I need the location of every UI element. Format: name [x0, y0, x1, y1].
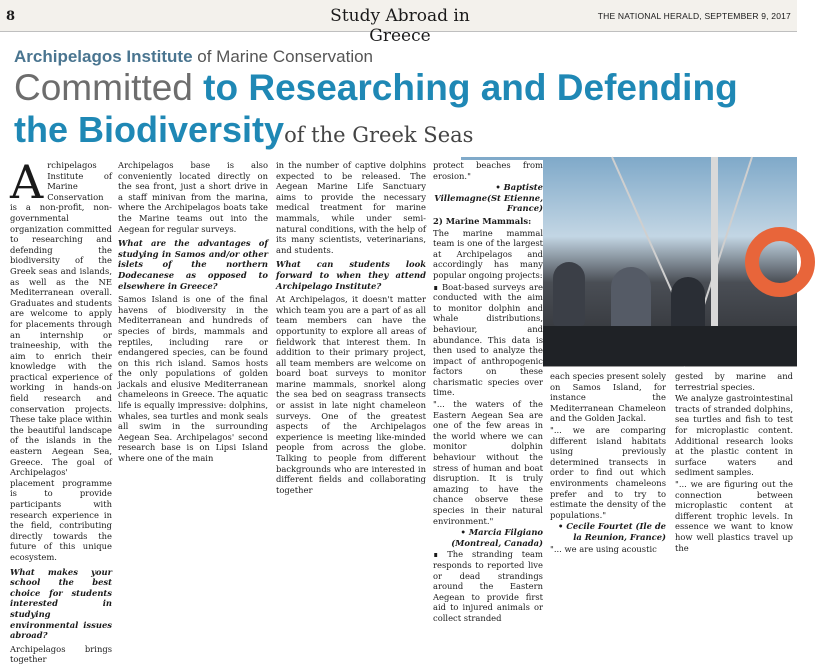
paragraph: Archipelagos brings together — [10, 643, 112, 665]
quote-attribution: • Marcia Filgiano (Montreal, Canada) — [451, 527, 543, 548]
paragraph: Samos Island is one of the final havens of biodiversity in the Mediterranean and hundreds of species of birds, mammals and reptiles, including rare or endangered species, can be found on this rich island. Samos hosts the only populations of golden jackals and elusive Mediterranean chameleons in Greece. The aquatic life is equally impressive: dolphins, whales, sea turtles and monk seals all swim in the surrounding Aegean Sea. Archipelagos' second research base is on Lipsi Island where one of the main — [118, 294, 268, 464]
interview-question: What can students look forward to when they attend Archipelago Institute? — [276, 259, 426, 291]
paragraph: ∎ The stranding team responds to reported live or dead strandings around the Eastern Aegean to provide first aid to injured animals or collect stranded — [433, 549, 543, 623]
life-buoy-icon — [745, 227, 815, 297]
headline-part-greek-seas: of the Greek Seas — [284, 123, 474, 147]
paragraph: ∎ Boat-based surveys are conducted with the aim to monitor dolphin and whale distributions, behaviour, and abundance. This data is then used to analyze the impact of anthropogenic factors on these charismatic species over time. — [433, 281, 543, 398]
paragraph: in the number of captive dolphins expected to be released. The Aegean Marine Life Sanctuary aims to provide the necessary medical treatment for marine mammals, while under semi-natural conditions, with the help of its many scientists, veterinarians, and students. — [276, 160, 426, 255]
crew-member — [553, 262, 585, 326]
quote-attribution: • Cecile Fourtet (Ile de la Reunion, France) — [557, 521, 666, 542]
paragraph: gested by marine and terrestrial species. — [675, 371, 793, 392]
paragraph: protect beaches from erosion." — [433, 160, 543, 181]
paragraph: rchipelagos Institute of Marine Conservation is a non-profit, non-governmental organization committed to researching and defending the biodiversity of the Greek seas and islands, as well as the NE Mediterranean overall. Graduates and students are welcome to apply for placements through an internship or traineeship, with the aim to enrich their knowledge with the practical experience of working in hands-on field research and conservation projects. These take place within the beautiful landscape of the islands in the eastern Aegean Sea, Greece. The goal of Archipelagos' placement programme is to provide participants with research experience in the field, contributing directly towards the future of this unique ecosystem. — [10, 160, 112, 562]
paragraph: At Archipelagos, it doesn't matter which team you are a part of as all team members can have the opportunity to explore all areas of fieldwork that interest them. In addition to their primary project, all team members are welcome on board boat surveys to monitor marine mammals, snorkel along the sea bed on seagrass transects or assist in late night chameleon surveys. One of the greatest aspects of the Archipelagos experience is meeting like-minded people from across the globe. Talking to people from different backgrounds who are interested in different fields and collaborating together — [276, 294, 426, 495]
page-header — [0, 0, 797, 46]
article-column-1 — [10, 155, 112, 665]
paragraph: "... we are figuring out the connection between microplastic content at different trophic levels. In essence we want to know how well plastics travel up the — [675, 478, 793, 553]
interview-question: What are the advantages of studying in Samos and/or other islets of the northern Dodecanese as opposed to elsewhere in Greece? — [118, 238, 268, 291]
interview-question: What makes your school the best choice for students interested in studying environmental issues abroad? — [10, 566, 112, 641]
page-number: 8 — [6, 9, 16, 24]
drop-cap: A — [10, 155, 44, 209]
paragraph: Archipelagos base is also conveniently located directly on the sea front, just a short drive in a staff minivan from the marina, where the Archipelagos boats take the Marine teams out into the Aegean for regular surveys. — [118, 160, 268, 234]
headline-part-committed: Committed — [14, 67, 204, 108]
paragraph: "... we are using acoustic — [550, 543, 657, 554]
headline-part-researching: to Researching and Defending — [203, 67, 738, 108]
subheading: 2) Marine Mammals: — [433, 215, 532, 226]
headline-part-biodiversity: the Biodiversity — [14, 109, 285, 150]
article-column-5 — [550, 371, 666, 554]
article-column-4 — [433, 160, 543, 623]
paragraph: each species present solely on Samos Island, for instance the Mediterranean Chameleon and the Golden Jackal. — [550, 371, 666, 424]
headline-line-2 — [14, 110, 473, 155]
kicker-org: Archipelagos Institute — [14, 47, 193, 66]
publication-dateline: THE NATIONAL HERALD, SEPTEMBER 9, 2017 — [597, 11, 791, 21]
paragraph: We analyze gastrointestinal tracts of stranded dolphins, sea turtles and fish to test for microplastic content. Additional research looks at the plastic content in surface waters and sediment samples. — [675, 393, 793, 478]
paragraph: "... the waters of the Eastern Aegean Sea are one of the few areas in the world where we can monitor dolphin behaviour without the stress of human and boat disruption. It is truly amazing to have the chance observe these species in their natural environment." — [433, 399, 543, 526]
paragraph: The marine mammal team is one of the largest at Archipelagos and accordingly has many popular ongoing projects: — [433, 227, 543, 280]
article-column-2 — [118, 160, 268, 464]
kicker-rest: of Marine Conservation — [192, 47, 374, 66]
section-title: Study Abroad in Greece — [330, 6, 470, 46]
paragraph: "... we are comparing different island habitats using previously determined transects in order to find out which environments chameleons prefer and to try to estimate the density of the populations." — [550, 424, 666, 520]
headline-line-1 — [14, 68, 738, 108]
article-kicker — [14, 47, 373, 67]
article-column-3 — [276, 160, 426, 495]
article-column-6 — [675, 371, 793, 553]
quote-attribution: • Baptiste Villemagne(St Etienne, France) — [434, 182, 543, 214]
